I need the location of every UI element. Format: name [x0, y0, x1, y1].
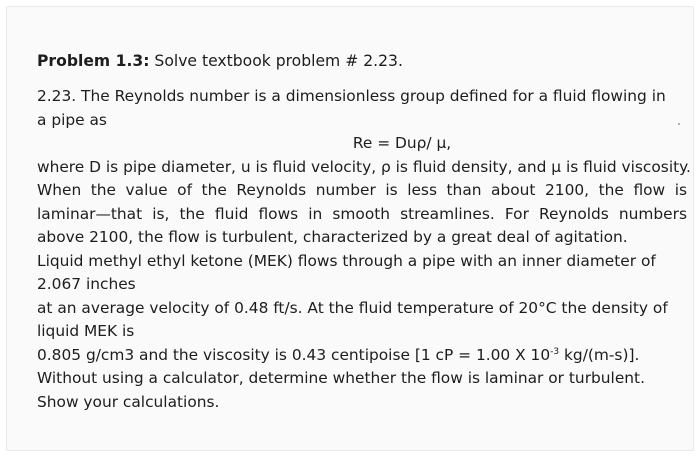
reynolds-equation: Re = Duρ/ μ, — [352, 134, 452, 152]
text-line: 2.067 inches — [37, 275, 136, 293]
text-line: Show your calculations. — [37, 392, 220, 411]
text-line: 2.23. The Reynolds number is a dimensionless group defined for a fluid flowing in — [37, 87, 666, 105]
text-line: laminar—that is, the fluid flows in smooth streamlines. For Reynolds numbers — [37, 204, 687, 223]
viscosity-units: kg/(m-s)]. — [559, 345, 640, 364]
problem-title — [37, 49, 687, 73]
viscosity-text: 0.805 g/cm3 and the viscosity is 0.43 centipoise [1 cP = 1.00 X 10 — [37, 345, 551, 364]
text-line: at an average velocity of 0.48 ft/s. At the fluid temperature of 20°C the density of — [37, 298, 668, 317]
text-line: Liquid methyl ethyl ketone (MEK) flows through a pipe with an inner diameter of — [37, 251, 656, 270]
text-line: liquid MEK is — [37, 322, 135, 340]
problem-content — [37, 49, 691, 414]
problem-card — [6, 6, 694, 451]
text-line: When the value of the Reynolds number is less than about 2100, the flow is — [37, 181, 687, 199]
text-line: where D is pipe diameter, u is fluid velocity, ρ is fluid density, and μ is fluid viscosity. — [37, 157, 691, 176]
text-line: above 2100, the flow is turbulent, characterized by a great deal of agitation. — [37, 228, 628, 246]
problem-label: Problem 1.3: — [37, 52, 150, 70]
text-line: Without using a calculator, determine whether the flow is laminar or turbulent. — [37, 369, 645, 387]
exponent: -3 — [550, 346, 560, 357]
problem-instruction: Solve textbook problem # 2.23. — [149, 52, 403, 70]
problem-text — [37, 85, 691, 414]
text-line: a pipe as — [37, 110, 107, 129]
text-line — [37, 344, 687, 368]
